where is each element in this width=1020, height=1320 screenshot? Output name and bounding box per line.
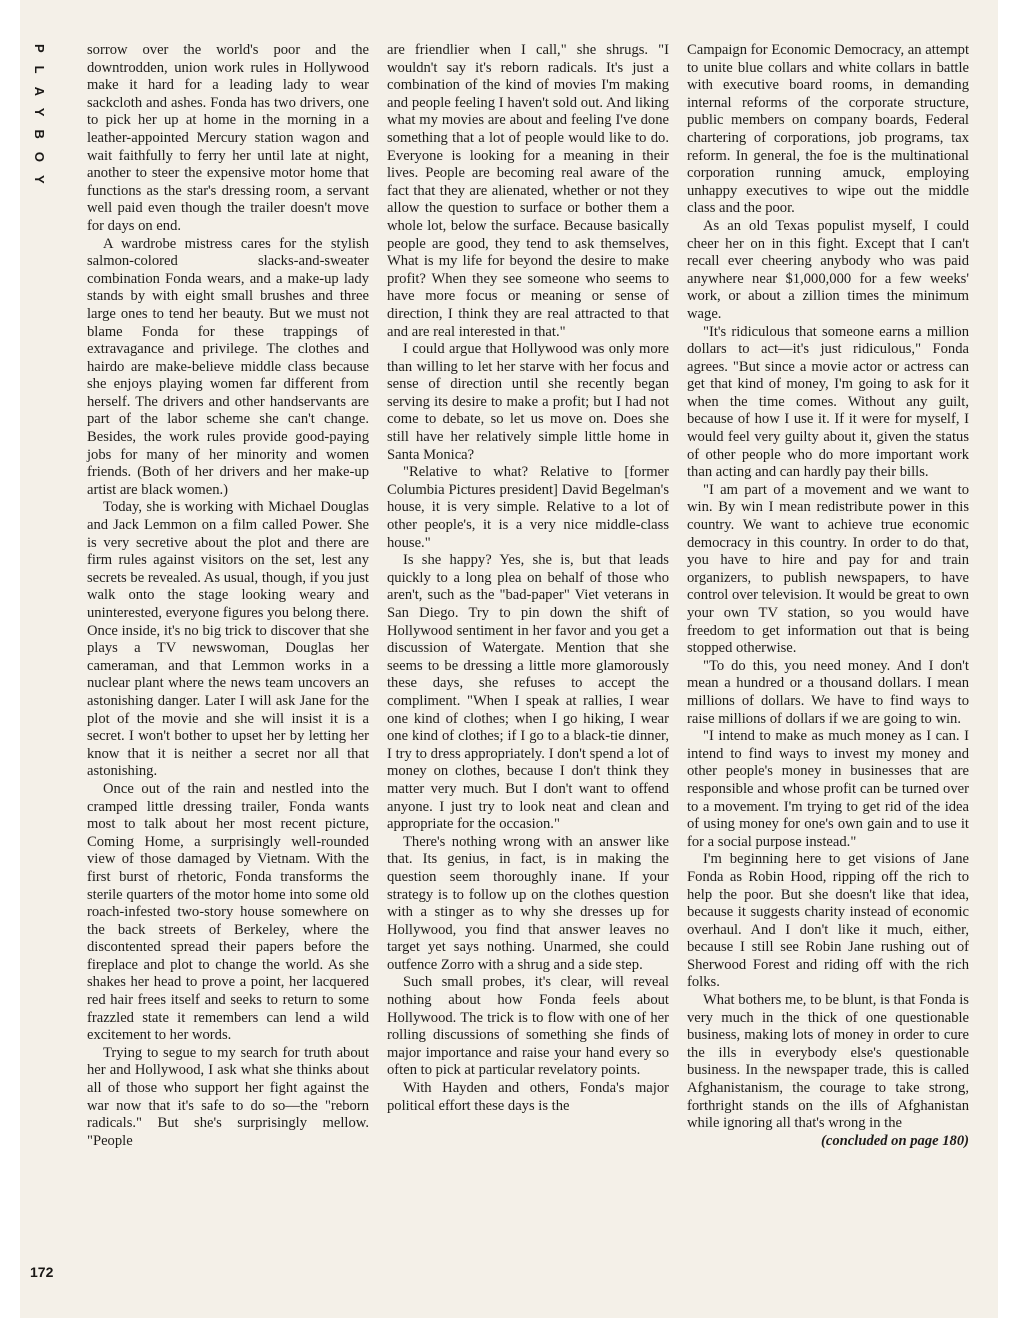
paragraph: A wardrobe mistress cares for the stylish salmon-colored slacks-and-sweater combination Fonda wears, and a make-up lady stands by with eight small brushes and three large ones to tend her beauty. But we must not blame Fonda for these trappings of extravagance and privilege. The clothes and hairdo are make-believe middle class because she enjoys playing women far different from herself. The drivers and other handservants are part of the labor scheme she can't change. Besides, the work rules provide good-paying jobs for many of her minority and women friends. (Both of her drivers and her make-up artist are black women.) (87, 235, 369, 498)
article-column-2 (387, 42, 669, 1115)
paragraph: Once out of the rain and nestled into the cramped little dressing trailer, Fonda wants most to talk about her most recent picture, Coming Home, a surprisingly well-rounded view of those damaged by Vietnam. With the first burst of rhetoric, Fonda transforms the sterile quarters of the motor home into some old roach-infested two-story house somewhere on the back streets of Berkeley, where the discontented spread their papers before the fireplace and plot to change the world. As she shakes her head to prove a point, her lacquered red hair frees itself and seeks to return to some frazzled state it remembers can lend a wild excitement to her words. (87, 780, 369, 1044)
paragraph: are friendlier when I call," she shrugs. "I wouldn't say it's reborn radicals. It's just a combination of the kind of movies I'm making and people feeling I haven't sold out. And liking what my movies are about and feeling I've done something that a lot of people would like to do. Everyone is looking for a meaning in their lives. People are becoming real aware of the fact that they are alienated, whether or not they allow the question to surface or bother them a whole lot, below the surface. Because basically people are good, they tend to ask themselves, What is my life for beyond the desire to make profit? When they see someone who seems to have more focus or meaning or sense of direction, I think they are real attracted to that and are real interested in that." (387, 42, 669, 340)
paragraph: Such small probes, it's clear, will reveal nothing about how Fonda feels about Hollywood. The trick is to flow with one of her rolling discussions of something she finds of major importance and raise your hand every so often to pick at particular revelatory points. (387, 974, 669, 1079)
paragraph: I could argue that Hollywood was only more than willing to let her starve with her focus and sense of direction until she recently began serving its desire to make a profit; but I had not come to debate, so let us move on. Does she still have her relatively simple little home in Santa Monica? (387, 341, 669, 463)
article-column-1 (87, 42, 369, 1150)
magazine-name: PLAYBOY (32, 44, 47, 197)
paragraph: "Relative to what? Relative to [former Columbia Pictures president] David Begelman's house, it is very simple. Relative to a lot of other people's, it is a very nice middle-class house." (387, 464, 669, 551)
paragraph: Campaign for Economic Democracy, an attempt to unite blue collars and white collars in battle with executive board rooms, in demanding internal reforms of the corporate structure, public members on company boards, Federal chartering of corporations, job programs, tax reform. In general, the foe is the multinational corporation running amuck, employing unhappy executives to wipe out the middle class and the poor. (687, 42, 969, 217)
paragraph: Is she happy? Yes, she is, but that leads quickly to a long plea on behalf of those who aren't, such as the "bad-paper" Viet veterans in San Diego. Try to pin down the shift of Hollywood sentiment in her favor and you get a discussion of Watergate. Mention that she seems to be dressing a little more glamorously these days, she refuses to accept the compliment. "When I speak at rallies, I wear one kind of clothes; when I go hiking, I wear one kind of clothes; if I go to a black-tie dinner, I try to dress appropriately. I don't spend a lot of money on clothes, because I don't think they matter very much. But I don't want to offend anyone. I just try to look neat and clean and appropriate for the occasion." (387, 552, 669, 833)
continuation-note: (concluded on page 180) (821, 1132, 969, 1149)
paragraph: Today, she is working with Michael Douglas and Jack Lemmon on a film called Power. She is very secretive about the plot and there are firm rules against visitors on the set, lest any secrets be revealed. As usual, though, if you just walk onto the stage looking weary and uninterested, everyone figures you belong there. Once inside, it's no big trick to discover that she plays a TV newswoman, Douglas her cameraman, and that Lemmon works in a nuclear plant where the news team uncovers an astonishing danger. Later I will ask Jane for the plot of the movie and she will insist it is a secret. I won't bother to upset her by letting her know that it is neither a secret nor all that astonishing. (87, 499, 369, 780)
paragraph: What bothers me, to be blunt, is that Fonda is very much in the thick of one questionable business, making lots of money in order to cure the ills in everybody else's questionable business. In the newspaper trade, this is called Afghanistanism, the courage to take strong, forthright stands on the ills of Afghanistan while ignoring all that's wrong in the (687, 992, 969, 1132)
paragraph: "I am part of a movement and we want to win. By win I mean redistribute power in this country. We want to achieve true economic democracy in this country. In order to do that, you have to hire and pay for and train organizers, to publish newspapers, to have control over television. It would be great to own your own TV station, so you would have freedom to get information out that is being stopped otherwise. (687, 481, 969, 657)
paragraph: I'm beginning here to get visions of Jane Fonda as Robin Hood, ripping off the rich to help the poor. But she doesn't like that idea, because it suggests charity instead of economic overhaul. And I don't like it much, either, because I still see Robin Jane rushing out of Sherwood Forest and riding off with the rich folks. (687, 851, 969, 991)
paragraph: "It's ridiculous that someone earns a million dollars to act—it's just ridiculous," Fonda agrees. "But since a movie actor or actress can get that kind of money, I'm going to ask for it when the time comes. Without any guilt, because of how I use it. If it were for myself, I would feel very guilty about it, given the status of other people who do more important work than acting and can hardly pay their bills. (687, 323, 969, 481)
paragraph: With Hayden and others, Fonda's major political effort these days is the (387, 1080, 669, 1114)
article-column-3 (687, 42, 969, 1150)
paragraph: As an old Texas populist myself, I could cheer her on in this fight. Except that I can't recall ever cheering anybody who was paid anywhere near $1,000,000 for a few weeks' work, or about a zillion times the minimum wage. (687, 217, 969, 322)
paragraph: "To do this, you need money. And I don't mean a hundred or a thousand dollars. I mean millions of dollars. We have to find ways to raise millions of dollars if we are going to win. (687, 657, 969, 727)
paragraph: Trying to segue to my search for truth about her and Hollywood, I ask what she thinks about all of those who support her fight against the war now that it's safe to do so—the "reborn radicals." But she's surprisingly mellow. "People (87, 1044, 369, 1149)
paragraph: "I intend to make as much money as I can. I intend to find ways to invest my money and other people's money in businesses that are responsible and whose profit can be turned over to a movement. I'm trying to get rid of the idea of using money for one's own gain and to use it for a social purpose instead." (687, 728, 969, 850)
page-number: 172 (30, 1264, 54, 1280)
paragraph: There's nothing wrong with an answer like that. Its genius, in fact, is in making the question seem thoroughly inane. If your strategy is to follow up on the clothes question with a stinger as to why she dresses up for Hollywood, you find that answer leaves no target yet says nothing. Unarmed, she could outfence Zorro with a shrug and a side step. (387, 833, 669, 973)
paragraph: sorrow over the world's poor and the downtrodden, union work rules in Hollywood make it hard for a leading lady to wear sackcloth and ashes. Fonda has two drivers, one to pick her up at home in the morning in a leather-appointed Mercury station wagon and wait faithfully to ferry her until late at night, another to steer the expensive motor home that functions as the star's dressing room, a servant well paid even though the trailer doesn't move for days on end. (87, 42, 369, 234)
